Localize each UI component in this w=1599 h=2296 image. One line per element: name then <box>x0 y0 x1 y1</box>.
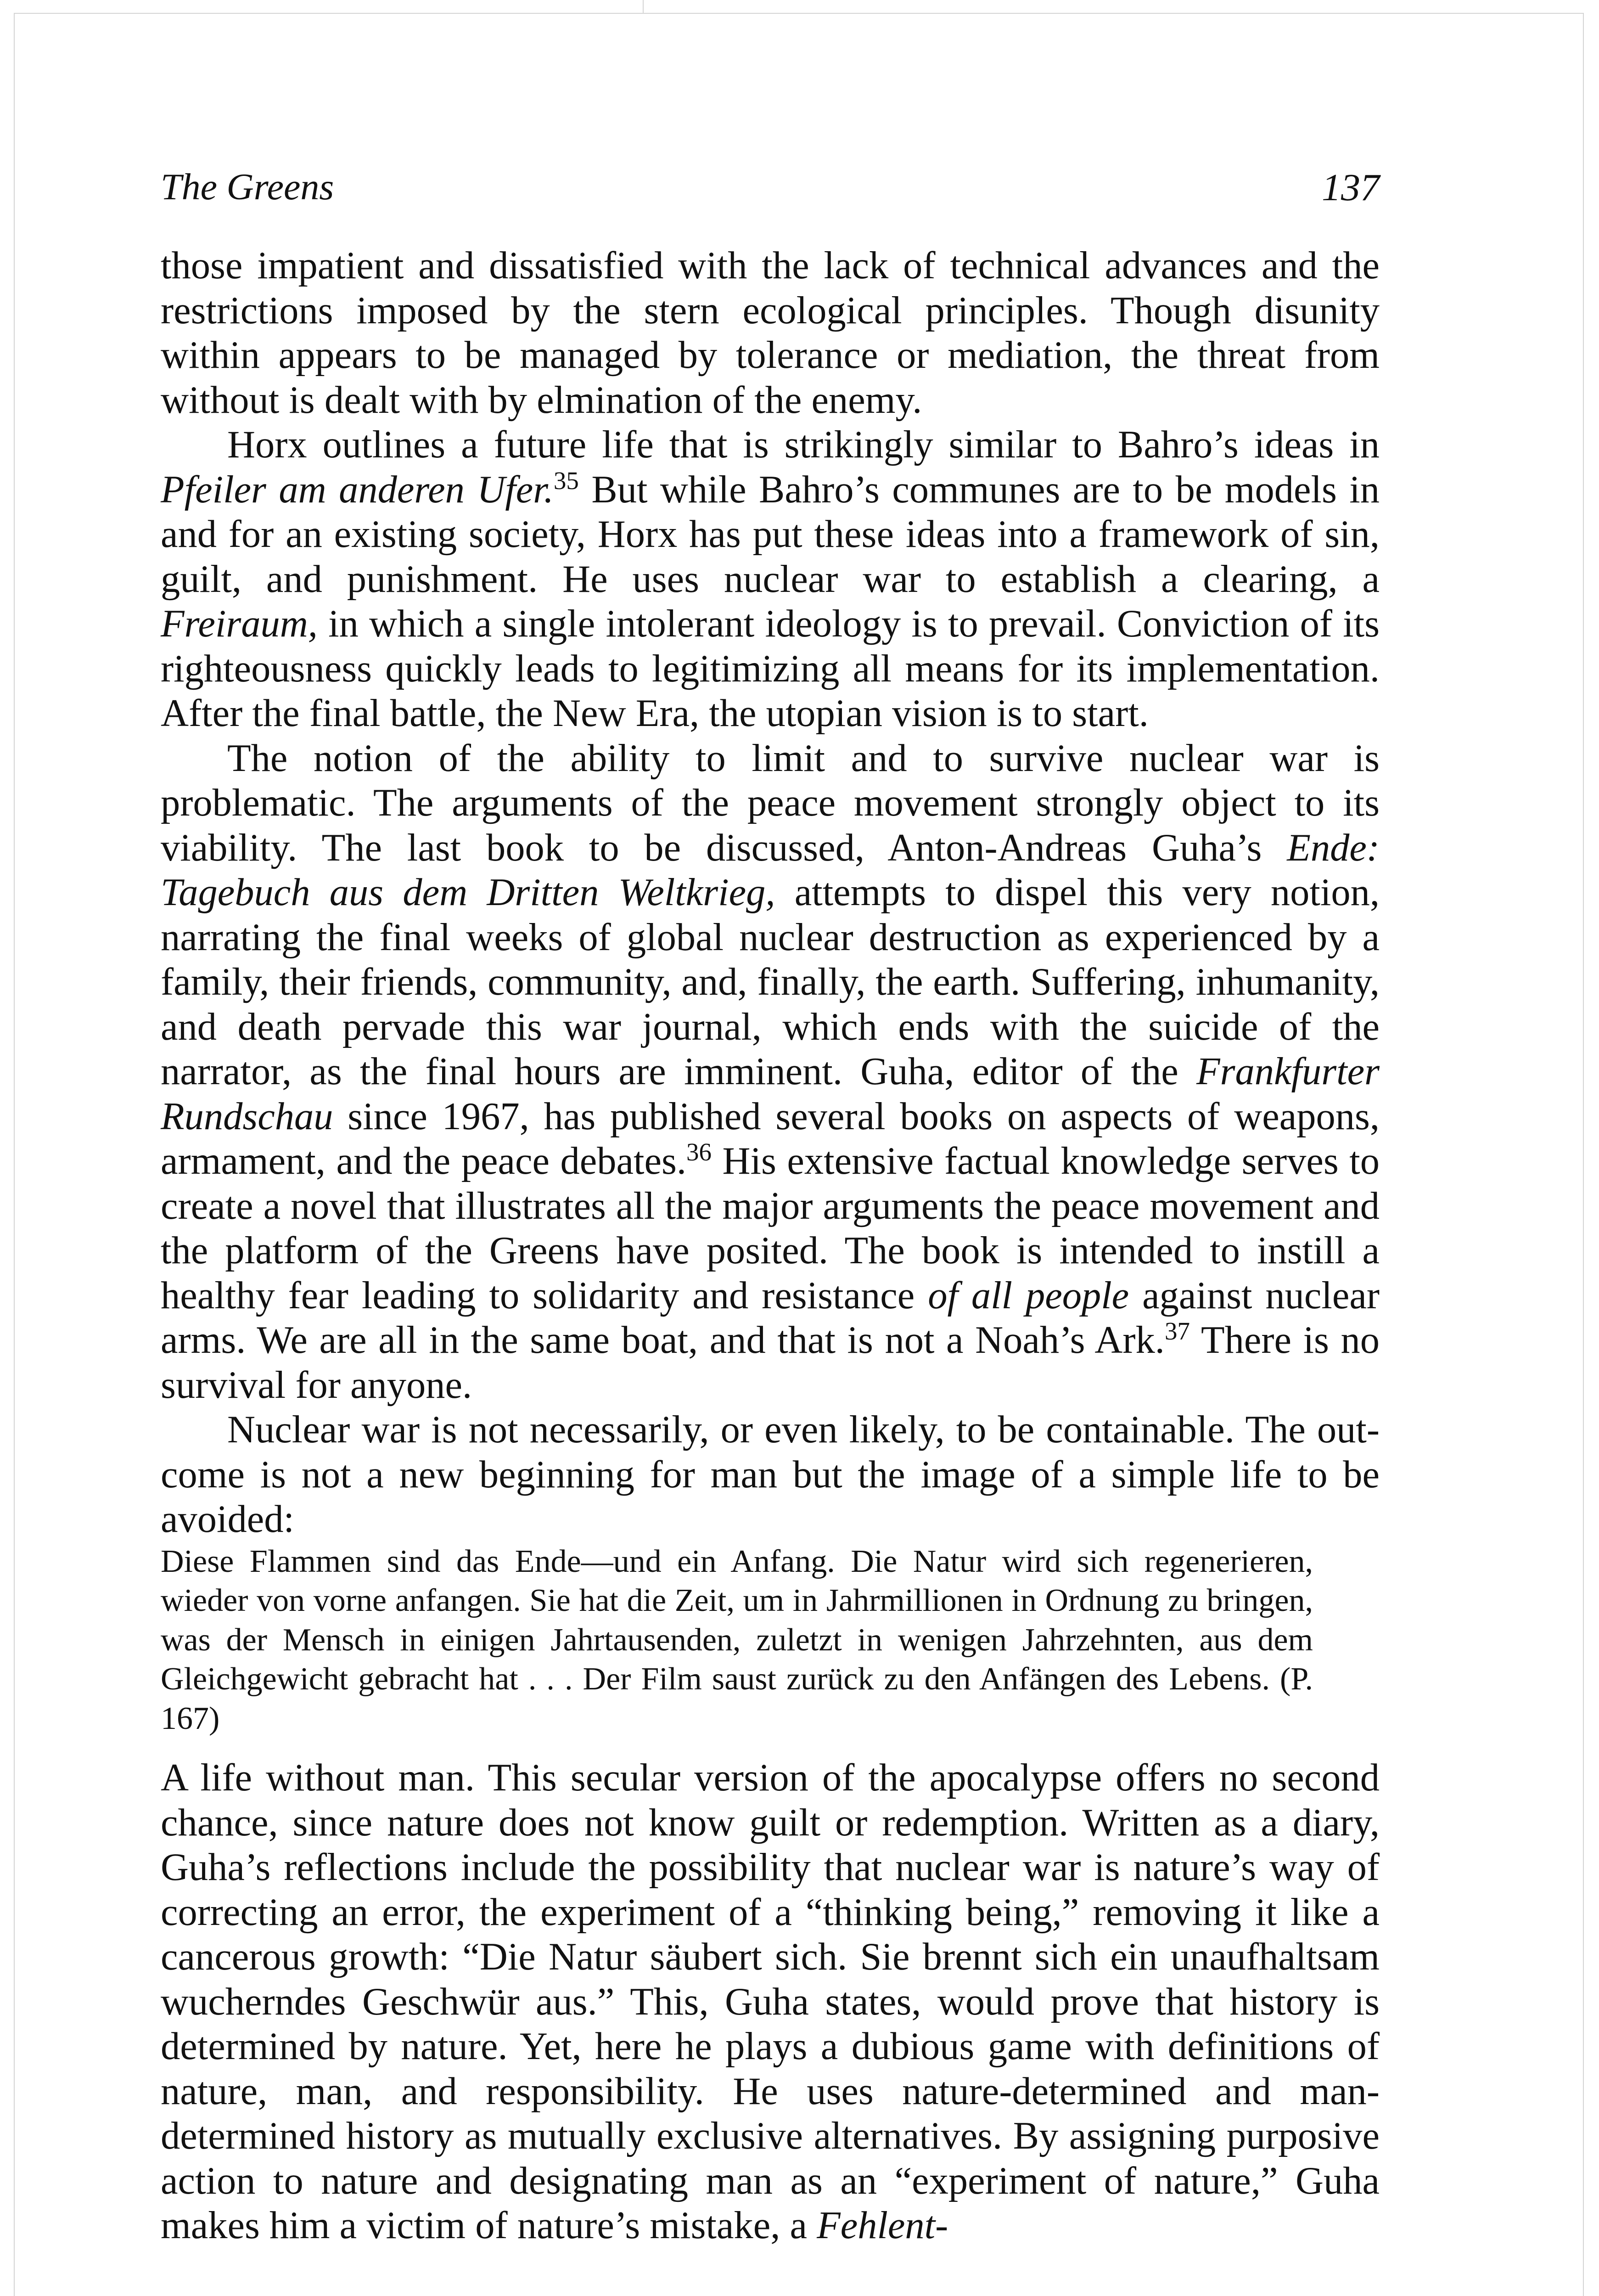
paragraph-1: those impatient and dissatisfied with the lack of technical advances and the restrictions imposed by the stern ecological principles. Though disunity within appears to be managed by tolerance or mediation, the threat from without is dealt with by elmination of the enemy. <box>161 244 1380 422</box>
paragraph-2 <box>161 422 1380 736</box>
text-run: Horx outlines a future life that is strikingly similar to Bahro’s ideas in <box>227 423 1380 466</box>
text-run: His extensive factual knowledge serves to create a novel that illustrates all the major arguments the peace movement and the platform of the Greens have posited. The book is intended to instill a healthy fear leading to solidarity and resistance <box>161 1140 1380 1317</box>
scan-edge-mark <box>643 0 644 14</box>
body-text <box>161 243 1380 2248</box>
text-run: against nuclear arms. We are all in the same boat, and that is not a Noah’s Ark. <box>161 1274 1380 1362</box>
block-quote: Diese Flammen sind das Ende—und ein Anfang. Die Natur wird sich regenerieren, wieder von vorne anfangen. Sie hat die Zeit, um in Jahrmillionen in Ordnung zu bringen, was der Mensch in einigen Jahrtausenden, zuletzt in wenigen Jahrzehnten, aus dem Gleichgewicht gebracht hat . . . Der Film saust zurück zu den Anfängen des Lebens. (P. 167) <box>161 1543 1313 1736</box>
emphasis-italic: of all people <box>928 1274 1129 1317</box>
running-head <box>161 165 1380 216</box>
page-number: 137 <box>1322 166 1380 209</box>
text-run: The notion of the ability to limit and to survive nuclear war is problematic. The arguments of the peace movement strongly object to its viability. The last book to be discussed, Anton-Andreas Guha’s <box>161 737 1380 869</box>
text-run: since 1967, has published several books on aspects of weapons, armament, and the peace debates. <box>161 1095 1380 1182</box>
text-run: attempts to dispel this very notion, narrating the final weeks of global nuclear destruction as experienced by a family, their friends, community, and, finally, the earth. Suffering, inhumanity, and death pervade this war journal, which ends with the suicide of the narrator, as the final hours are imminent. Guha, editor of the <box>161 871 1380 1093</box>
newspaper-title-italic: Frankfurter Rundschau <box>161 1050 1380 1138</box>
paragraph-3 <box>161 736 1380 1408</box>
paragraph-4: Nuclear war is not necessarily, or even likely, to be containable. The outcome is not a new beginning for man but the image of a simple life to be avoided: <box>161 1408 1380 1541</box>
running-title: The Greens <box>161 166 334 208</box>
term-italic: Fehlent- <box>817 2204 948 2247</box>
term-italic: Freiraum, <box>161 602 318 645</box>
paragraph-5 <box>161 1756 1380 2248</box>
footnote-ref: 35 <box>553 466 579 495</box>
book-title-italic: Pfeiler am anderen Ufer. <box>161 468 554 511</box>
text-run: A life without man. This secular version of the apocalypse offers no second chance, since nature does not know guilt or redemption. Written as a diary, Guha’s reflections include the possibility that nuclear war is nature’s way of correcting an error, the experiment of a “thinking being,” removing it like a cancerous growth: “Die Natur säubert sich. Sie brennt sich ein unaufhaltsam wucherndes Geschwür aus.” This, Guha states, would prove that history is determined by nature. Yet, here he plays a dubious game with definitions of nature, man, and responsibility. He uses nature-determined and man-determined history as mutually exclusive alternatives. By assigning purposive action to nature and designating man as an “experiment of nature,” Guha makes him a victim of nature’s mistake, a <box>161 1756 1380 2247</box>
text-run: in which a single intolerant ideology is to prevail. Conviction of its righteousness quickly leads to legitimizing all means for its implementation. After the final battle, the New Era, the utopian vision is to start. <box>161 602 1380 735</box>
footnote-ref: 37 <box>1164 1317 1190 1345</box>
book-title-italic: Ende: Tagebuch aus dem Dritten Weltkrieg, <box>161 826 1380 914</box>
text-run: There is no survival for anyone. <box>161 1319 1380 1407</box>
footnote-ref: 36 <box>686 1137 712 1166</box>
text-run: But while Bahro’s communes are to be models in and for an existing society, Horx has put these ideas into a framework of sin, guilt, and punishment. He uses nuclear war to establish a clearing, a <box>161 468 1380 601</box>
